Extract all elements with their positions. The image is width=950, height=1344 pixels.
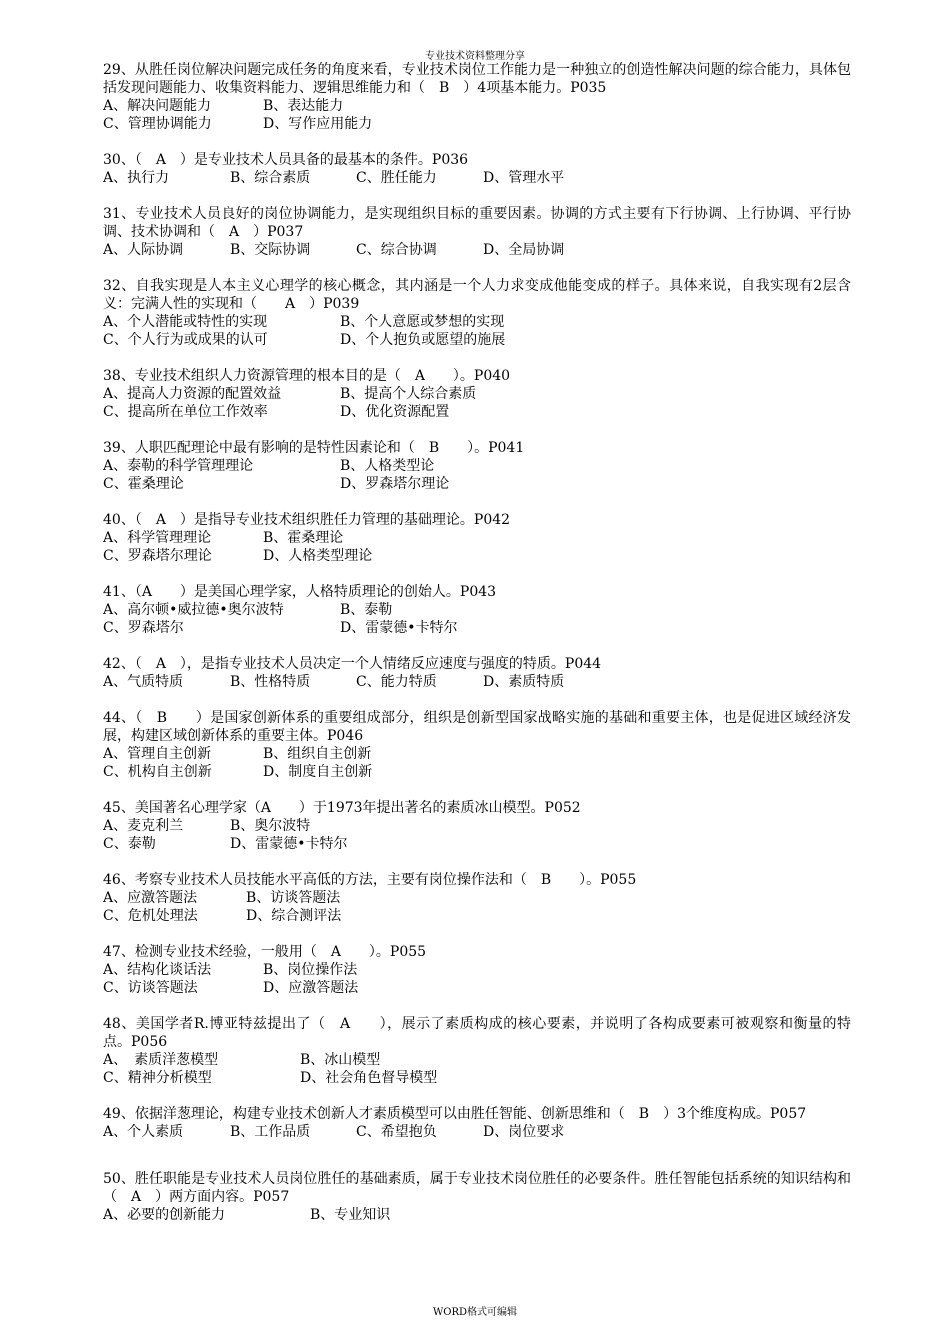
- option-a: A、提高人力资源的配置效益: [103, 386, 282, 402]
- option-d: D、应激答题法: [263, 980, 359, 996]
- page-footer: WORD格式可编辑: [432, 1307, 518, 1318]
- option-c: C、胜任能力: [356, 170, 437, 186]
- option-c: C、综合协调: [356, 242, 437, 258]
- option-a: A、泰勒的科学管理理论: [103, 458, 254, 474]
- options-row: [103, 547, 851, 565]
- page-header: 专业技术资料整理分享: [425, 51, 525, 62]
- options-row: [103, 763, 851, 781]
- options-row: [103, 1206, 851, 1224]
- option-a: A、结构化谈话法: [103, 962, 212, 978]
- options-row: [103, 241, 851, 259]
- option-a: A、管理自主创新: [103, 746, 212, 762]
- question-item: [103, 439, 851, 493]
- question-item: [103, 151, 851, 187]
- question-item: [103, 871, 851, 925]
- option-d: D、综合测评法: [246, 908, 342, 924]
- option-b: B、交际协调: [230, 242, 311, 258]
- option-c: C、希望抱负: [356, 1124, 437, 1140]
- question-stem: 30、（ A ）是专业技术人员具备的最基本的条件。P036: [103, 152, 469, 168]
- option-b: B、人格类型论: [340, 458, 435, 474]
- question-item: [103, 1015, 851, 1087]
- option-d: D、岗位要求: [483, 1124, 565, 1140]
- options-row: [103, 1123, 851, 1141]
- question-stem: 46、考察专业技术人员技能水平高低的方法，主要有岗位操作法和（ B ）。P055: [103, 872, 637, 888]
- question-stem: 38、专业技术组织人力资源管理的根本目的是（ A ）。P040: [103, 368, 511, 384]
- option-b: B、综合素质: [230, 170, 311, 186]
- option-b: B、工作品质: [230, 1124, 311, 1140]
- option-c: C、霍桑理论: [103, 476, 184, 492]
- question-stem: 45、美国著名心理学家（A ）于1973年提出著名的素质冰山模型。P052: [103, 800, 581, 816]
- option-c: C、管理协调能力: [103, 116, 212, 132]
- question-stem: 40、（ A ）是指导专业技术组织胜任力管理的基础理论。P042: [103, 512, 511, 528]
- question-item: [103, 277, 851, 349]
- options-row: [103, 619, 851, 637]
- options-row: [103, 601, 851, 619]
- option-a: A、气质特质: [103, 674, 184, 690]
- question-item: [103, 583, 851, 637]
- question-stem: 39、人职匹配理论中最有影响的是特性因素论和（ B ）。P041: [103, 440, 525, 456]
- question-stem: 29、从胜任岗位解决问题完成任务的角度来看，专业技术岗位工作能力是一种独立的创造性解决问题的综合能力，具体包括发现问题能力、收集资料能力、逻辑思维能力和（ B ）4项基本能力。P035: [103, 62, 851, 96]
- option-b: B、泰勒: [340, 602, 393, 618]
- question-stem: 47、检测专业技术经验，一般用（ A ）。P055: [103, 944, 427, 960]
- option-a: A、个人潜能或特性的实现: [103, 314, 268, 330]
- option-d: D、全局协调: [483, 242, 565, 258]
- question-stem: 50、胜任职能是专业技术人员岗位胜任的基础素质，属于专业技术岗位胜任的必要条件。胜任智能包括系统的知识结构和（ A ）两方面内容。P057: [103, 1171, 851, 1205]
- options-row: [103, 961, 851, 979]
- options-row: [103, 979, 851, 997]
- option-a: A、应激答题法: [103, 890, 198, 906]
- options-row: [103, 745, 851, 763]
- option-c: C、危机处理法: [103, 908, 198, 924]
- option-a: A、解决问题能力: [103, 98, 212, 114]
- question-item: [103, 367, 851, 421]
- question-stem: 42、（ A ），是指专业技术人员决定一个人情绪反应速度与强度的特质。P044: [103, 656, 602, 672]
- option-d: D、管理水平: [483, 170, 565, 186]
- option-d: D、社会角色督导模型: [300, 1070, 438, 1086]
- options-row: [103, 475, 851, 493]
- option-d: D、人格类型理论: [263, 548, 373, 564]
- question-item: [103, 655, 851, 691]
- options-row: [103, 889, 851, 907]
- option-c: C、罗森塔尔: [103, 620, 184, 636]
- question-item: [103, 511, 851, 565]
- option-d: D、优化资源配置: [340, 404, 450, 420]
- options-row: [103, 529, 851, 547]
- options-row: [103, 1069, 851, 1087]
- option-d: D、个人抱负或愿望的施展: [340, 332, 506, 348]
- option-c: C、机构自主创新: [103, 764, 212, 780]
- question-stem: 48、美国学者R.博亚特兹提出了（ A ），展示了素质构成的核心要素，并说明了各构成要素可被观察和衡量的特点。P056: [103, 1016, 851, 1050]
- options-row: [103, 835, 851, 853]
- options-row: [103, 331, 851, 349]
- option-a: A、麦克利兰: [103, 818, 184, 834]
- option-d: D、写作应用能力: [263, 116, 373, 132]
- option-d: D、雷蒙德•卡特尔: [230, 836, 348, 852]
- option-c: C、个人行为或成果的认可: [103, 332, 268, 348]
- options-row: [103, 115, 851, 133]
- option-c: C、访谈答题法: [103, 980, 198, 996]
- option-b: B、表达能力: [263, 98, 344, 114]
- question-item: [103, 205, 851, 259]
- question-item: [103, 1170, 851, 1224]
- option-d: D、制度自主创新: [263, 764, 373, 780]
- option-b: B、冰山模型: [300, 1052, 381, 1068]
- option-b: B、访谈答题法: [246, 890, 341, 906]
- question-stem: 49、依据洋葱理论，构建专业技术创新人才素质模型可以由胜任智能、创新思维和（ B ）3个维度构成。P057: [103, 1106, 807, 1122]
- options-row: [103, 673, 851, 691]
- question-item: [103, 61, 851, 133]
- option-a: A、必要的创新能力: [103, 1207, 226, 1223]
- question-item: [103, 1105, 851, 1141]
- option-b: B、性格特质: [230, 674, 311, 690]
- option-a: A、执行力: [103, 170, 170, 186]
- option-b: B、专业知识: [310, 1207, 391, 1223]
- question-stem: 31、专业技术人员良好的岗位协调能力，是实现组织目标的重要因素。协调的方式主要有下行协调、上行协调、平行协调、技术协调和（ A ）P037: [103, 206, 851, 240]
- option-b: B、岗位操作法: [263, 962, 358, 978]
- question-stem: 44、（ B ）是国家创新体系的重要组成部分，组织是创新型国家战略实施的基础和重要主体，也是促进区域经济发展，构建区域创新体系的重要主体。P046: [103, 710, 851, 744]
- option-c: C、精神分析模型: [103, 1070, 212, 1086]
- option-c: C、提高所在单位工作效率: [103, 404, 268, 420]
- options-row: [103, 385, 851, 403]
- option-b: B、奥尔波特: [230, 818, 311, 834]
- option-d: D、雷蒙德•卡特尔: [340, 620, 458, 636]
- option-d: D、罗森塔尔理论: [340, 476, 450, 492]
- option-b: B、霍桑理论: [263, 530, 344, 546]
- question-item: [103, 709, 851, 781]
- options-row: [103, 403, 851, 421]
- option-a: A、个人素质: [103, 1124, 184, 1140]
- question-stem: 41、（A ）是美国心理学家，人格特质理论的创始人。P043: [103, 584, 497, 600]
- question-item: [103, 943, 851, 997]
- option-c: C、能力特质: [356, 674, 437, 690]
- option-a: A、 素质洋葱模型: [103, 1052, 219, 1068]
- options-row: [103, 1051, 851, 1069]
- option-a: A、科学管理理论: [103, 530, 212, 546]
- option-c: C、罗森塔尔理论: [103, 548, 212, 564]
- option-c: C、泰勒: [103, 836, 156, 852]
- options-row: [103, 313, 851, 331]
- option-a: A、高尔顿•威拉德•奥尔波特: [103, 602, 284, 618]
- option-b: B、组织自主创新: [263, 746, 372, 762]
- option-b: B、提高个人综合素质: [340, 386, 477, 402]
- options-row: [103, 817, 851, 835]
- options-row: [103, 907, 851, 925]
- option-b: B、个人意愿或梦想的实现: [340, 314, 505, 330]
- option-d: D、素质特质: [483, 674, 565, 690]
- question-item: [103, 799, 851, 853]
- options-row: [103, 97, 851, 115]
- options-row: [103, 169, 851, 187]
- options-row: [103, 457, 851, 475]
- option-a: A、人际协调: [103, 242, 184, 258]
- question-list: [103, 61, 851, 1242]
- question-stem: 32、自我实现是人本主义心理学的核心概念，其内涵是一个人力求变成他能变成的样子。具体来说，自我实现有2层含义：完满人性的实现和（ A ）P039: [103, 278, 851, 312]
